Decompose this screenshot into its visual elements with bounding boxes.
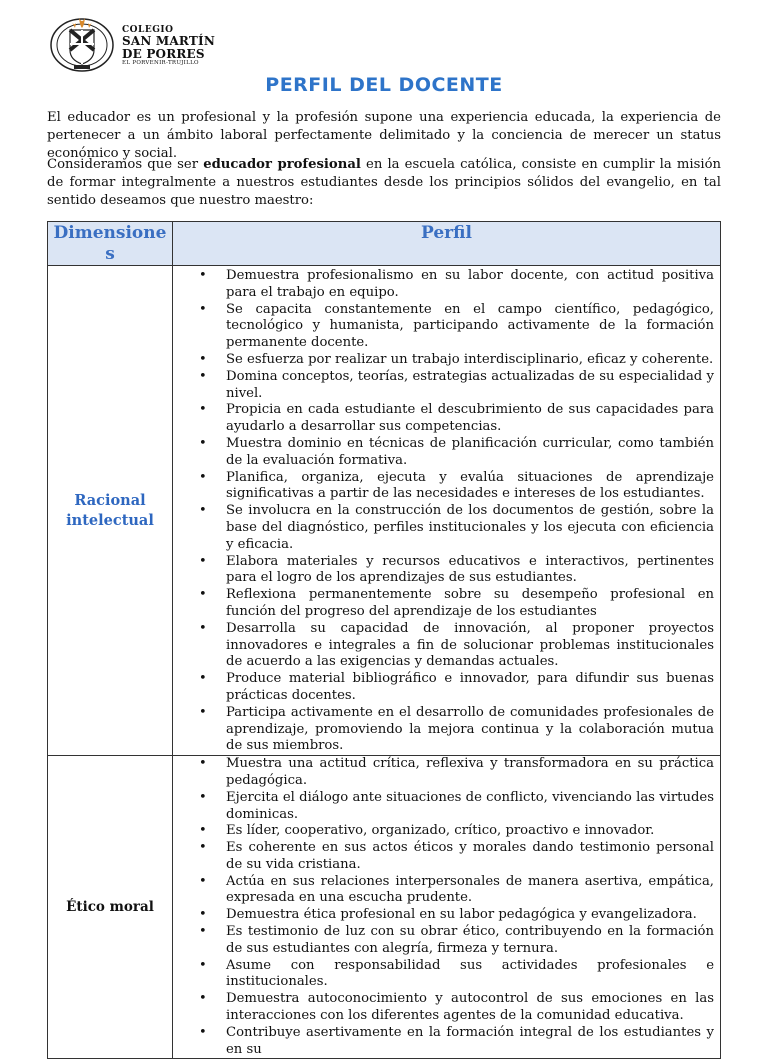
list-item: • Muestra una actitud crítica, reflexiva y transformadora en su práctica pedagógica. <box>181 756 714 790</box>
dimension-cell <box>48 266 173 756</box>
table-header-row <box>48 222 721 266</box>
list-item: • Actúa en sus relaciones interpersonales de manera asertiva, empática, expresada en una escucha prudente. <box>181 874 714 908</box>
list-item: • Es líder, cooperativo, organizado, crítico, proactivo e innovador. <box>181 823 714 840</box>
document-title: PERFIL DEL DOCENTE <box>265 74 503 96</box>
school-name-line1: COLEGIO <box>122 25 174 35</box>
list-item: • Asume con responsabilidad sus actividades profesionales e institucionales. <box>181 958 714 992</box>
list-item: • Es testimonio de luz con su obrar ético, contribuyendo en la formación de sus estudiantes con alegría, firmeza y ternura. <box>181 924 714 958</box>
dimension-line2: intelectual <box>66 511 154 529</box>
intro-paragraph-2 <box>47 156 721 210</box>
list-item: • Elabora materiales y recursos educativos e interactivos, pertinentes para el logro de los aprendizajes de sus estudiantes. <box>181 554 714 588</box>
profile-list <box>173 756 720 1058</box>
list-item: • Planifica, organiza, ejecuta y evalúa situaciones de aprendizaje significativas a partir de las necesidades e intereses de los estudiantes. <box>181 470 714 504</box>
list-item: • Desarrolla su capacidad de innovación, al proponer proyectos innovadores e integrales a fin de solucionar problemas institucionales de acuerdo a las exigencias y demandas actuales. <box>181 621 714 671</box>
list-item: • Se involucra en la construcción de los documentos de gestión, sobre la base del diagnóstico, perfiles institucionales y los ejecuta con eficiencia y eficacia. <box>181 503 714 553</box>
list-item: • Produce material bibliográfico e innovador, para difundir sus buenas prácticas docentes. <box>181 671 714 705</box>
list-item: • Demuestra autoconocimiento y autocontrol de sus emociones en las interacciones con los diferentes agentes de la comunidad educativa. <box>181 991 714 1025</box>
list-item: • Domina conceptos, teorías, estrategias actualizadas de su especialidad y nivel. <box>181 369 714 403</box>
header-dimensions-line2: s <box>105 244 115 264</box>
table-row <box>48 266 721 756</box>
intro-p2-bold: educador profesional <box>203 157 361 172</box>
list-item: • Reflexiona permanentemente sobre su desempeño profesional en función del progreso del aprendizaje de los estudiantes <box>181 587 714 621</box>
table-row <box>48 756 721 1059</box>
profile-cell <box>173 266 721 756</box>
list-item: • Se esfuerza por realizar un trabajo interdisciplinario, eficaz y coherente. <box>181 352 714 369</box>
intro-p2-after: en la escuela católica, consiste en cumplir la misión de formar integralmente a nuestros estudiantes desde los principios sólidos del evangelio, en tal sentido deseamos que nuestro maestro: <box>47 157 722 208</box>
school-location: EL PORVENIR-TRUJILLO <box>122 59 199 66</box>
school-name-line3: DE PORRES <box>122 47 205 62</box>
list-item: • Se capacita constantemente en el campo científico, pedagógico, tecnológico y humanista, participando activamente de la formación permanente docente. <box>181 302 714 352</box>
school-crest-logo <box>48 14 116 74</box>
list-item: • Ejercita el diálogo ante situaciones de conflicto, vivenciando las virtudes dominicas. <box>181 790 714 824</box>
profile-list <box>173 266 720 755</box>
list-item: • Demuestra ética profesional en su labor pedagógica y evangelizadora. <box>181 907 714 924</box>
profile-cell <box>173 756 721 1059</box>
dimension-cell <box>48 756 173 1059</box>
list-item: • Demuestra profesionalismo en su labor docente, con actitud positiva para el trabajo en equipo. <box>181 268 714 302</box>
header-dimensions <box>48 222 173 266</box>
list-item: • Contribuye asertivamente en la formación integral de los estudiantes y en su <box>181 1025 714 1059</box>
intro-paragraph-1: El educador es un profesional y la profesión supone una experiencia educada, la experiencia de pertenecer a un ámbito laboral perfectamente delimitado y la conciencia de merecer un status económico y social. <box>47 110 721 161</box>
school-name-line2: SAN MARTÍN <box>122 34 215 49</box>
list-item: • Muestra dominio en técnicas de planificación curricular, como también de la evaluación formativa. <box>181 436 714 470</box>
dimension-line1: Racional <box>74 491 146 509</box>
list-item: • Es coherente en sus actos éticos y morales dando testimonio personal de su vida cristiana. <box>181 840 714 874</box>
school-name <box>122 26 215 66</box>
list-item: • Participa activamente en el desarrollo de comunidades profesionales de aprendizaje, promoviendo la mejora continua y la colaboración mutua de sus miembros. <box>181 705 714 755</box>
dimension-line1: Ético moral <box>66 899 154 916</box>
list-item: • Propicia en cada estudiante el descubrimiento de sus capacidades para ayudarlo a desarrollar sus competencias. <box>181 402 714 436</box>
header-perfil: Perfil <box>173 222 721 266</box>
profile-table <box>47 221 721 1059</box>
intro-p2-before: Consideramos que ser <box>47 157 204 172</box>
header-dimensions-line1: Dimensione <box>53 223 167 243</box>
